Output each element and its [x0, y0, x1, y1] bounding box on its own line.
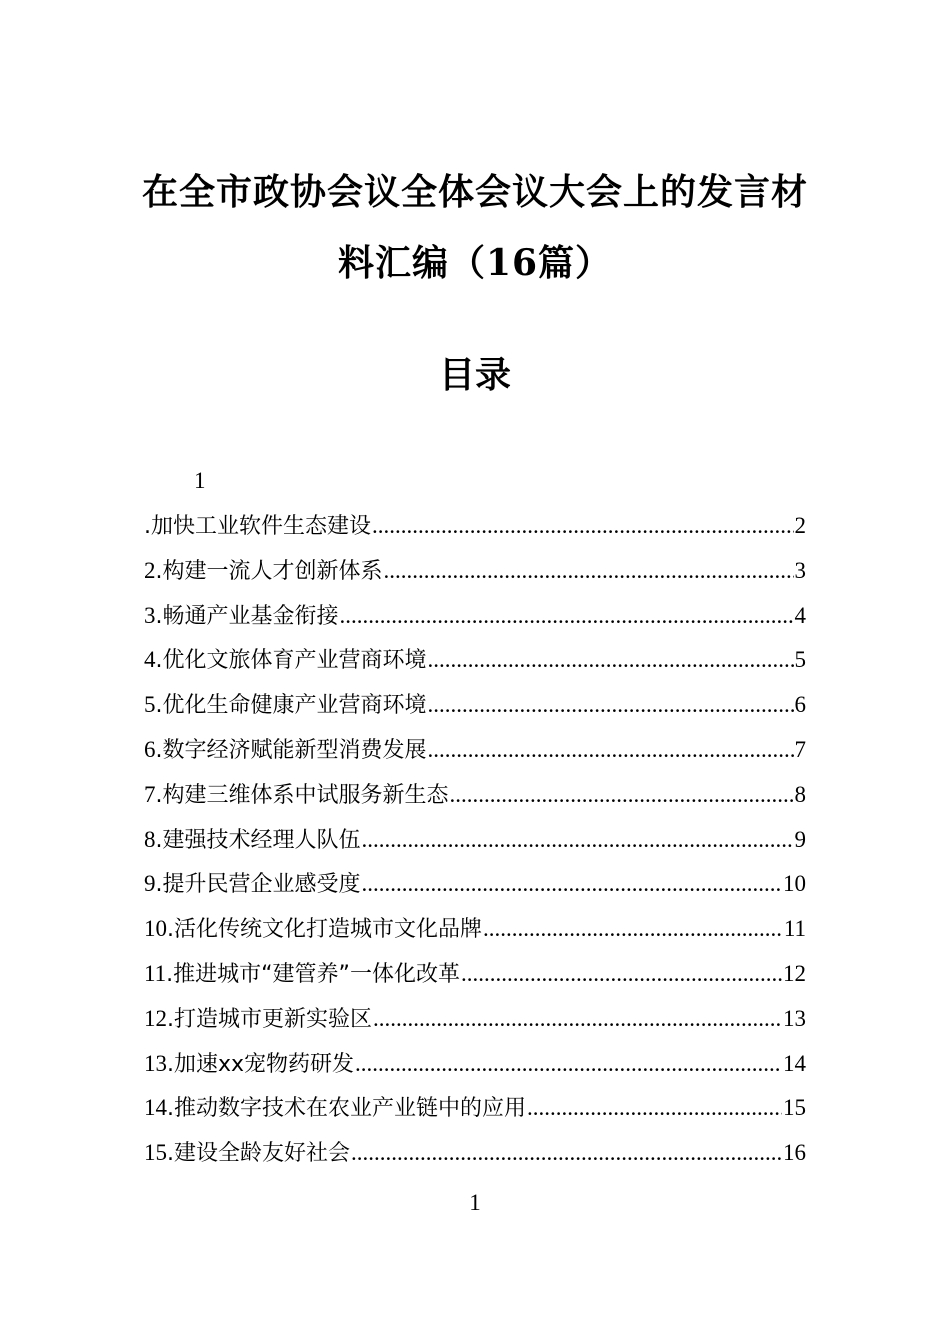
toc-entry-number: 8 — [144, 826, 156, 852]
toc-entry-title: .优化生命健康产业营商环境 — [155, 693, 427, 719]
toc-entry-title: .构建三维体系中试服务新生态 — [155, 782, 449, 808]
toc-entry-title: .活化传统文化打造城市文化品牌 — [167, 917, 482, 943]
toc-entry-number: 3 — [144, 602, 156, 628]
toc-dot-leader — [428, 732, 794, 768]
document-title-line-1: 在全市政协会议全体会议大会上的发言材 — [141, 171, 808, 213]
toc-dot-leader — [450, 777, 794, 813]
toc-entry[interactable] — [144, 1090, 806, 1135]
toc-dot-leader — [373, 1001, 782, 1037]
toc-entry-number: 4 — [144, 647, 156, 673]
toc-dot-leader — [372, 508, 794, 544]
toc-entry-title: .建设全龄友好社会 — [167, 1141, 350, 1167]
toc-entry-page: 14 — [783, 1050, 806, 1076]
toc-entry-page: 13 — [783, 1005, 806, 1031]
page-number: 1 — [469, 1190, 481, 1215]
toc-entry-page: 7 — [794, 736, 806, 762]
toc-dot-leader — [527, 1090, 782, 1126]
toc-entry[interactable] — [144, 822, 806, 867]
toc-dot-leader — [428, 687, 794, 723]
toc-entry-page: 2 — [794, 513, 806, 538]
toc-dot-leader — [340, 598, 794, 634]
toc-heading: 目录 — [438, 354, 511, 396]
toc-entry-title: .加速xx宠物药研发 — [167, 1051, 355, 1077]
toc-entry[interactable] — [144, 777, 806, 822]
toc-entry[interactable] — [144, 553, 806, 598]
toc-entry-number: 11 — [144, 960, 167, 986]
document-title-line-2: 料汇编（16篇） — [337, 242, 613, 284]
toc-entry-title: .优化文旅体育产业营商环境 — [155, 648, 427, 674]
toc-entry-title: .推动数字技术在农业产业链中的应用 — [167, 1096, 526, 1122]
toc-entry-page: 12 — [783, 960, 806, 986]
toc-entry-page: 16 — [783, 1140, 806, 1166]
toc-entry[interactable] — [144, 642, 806, 687]
toc-dot-leader — [362, 822, 794, 858]
toc-entry-number: 7 — [144, 781, 156, 807]
toc-entry-title: .推进城市“建管养”一体化改革 — [166, 961, 460, 987]
toc-entry-page: 11 — [783, 916, 806, 942]
toc-dot-leader — [384, 553, 794, 589]
table-of-contents — [144, 508, 806, 1180]
toc-entry-title: .加快工业软件生态建设 — [144, 514, 371, 539]
toc-entry-title: .建强技术经理人队伍 — [155, 827, 361, 853]
toc-entry-page: 6 — [794, 692, 806, 718]
toc-dot-leader — [362, 866, 783, 902]
toc-entry[interactable] — [144, 866, 806, 911]
toc-entry-number: 13 — [144, 1050, 167, 1076]
toc-entry-number: 15 — [144, 1140, 167, 1166]
toc-entry-number: 12 — [144, 1005, 167, 1031]
toc-entry[interactable] — [144, 956, 806, 1001]
toc-entry[interactable] — [144, 687, 806, 732]
toc-entry-title: .提升民营企业感受度 — [155, 872, 361, 898]
toc-entry[interactable] — [144, 598, 806, 643]
toc-dot-leader — [355, 1046, 782, 1082]
toc-entry-page: 10 — [783, 871, 806, 897]
toc-entry-title: .打造城市更新实验区 — [167, 1006, 372, 1032]
toc-orphan-number: 1 — [194, 468, 206, 493]
toc-entry-page: 5 — [794, 647, 806, 673]
toc-entry-page: 9 — [794, 826, 806, 852]
toc-entry[interactable] — [144, 1001, 806, 1046]
toc-entry-number: 2 — [144, 557, 156, 583]
toc-dot-leader — [428, 642, 794, 678]
toc-entry-title: .构建一流人才创新体系 — [155, 558, 383, 584]
toc-entry-title: .畅通产业基金衔接 — [155, 603, 339, 629]
toc-entry[interactable] — [144, 1046, 806, 1091]
toc-dot-leader — [461, 956, 782, 992]
toc-entry-page: 8 — [794, 781, 806, 807]
toc-entry-number: 5 — [144, 692, 156, 718]
toc-entry-page: 15 — [783, 1095, 806, 1121]
toc-entry[interactable] — [144, 911, 806, 956]
toc-entry-number: 9 — [144, 871, 156, 897]
toc-dot-leader — [483, 911, 783, 947]
toc-entry-title: .数字经济赋能新型消费发展 — [155, 737, 427, 763]
toc-entry-number: 10 — [144, 916, 167, 942]
toc-entry[interactable] — [144, 1135, 806, 1180]
toc-entry-page: 3 — [794, 557, 806, 583]
toc-entry-number: 6 — [144, 736, 156, 762]
toc-entry[interactable] — [144, 732, 806, 777]
toc-entry[interactable] — [144, 508, 806, 553]
toc-entry-number: 14 — [144, 1095, 167, 1121]
toc-entry-page: 4 — [794, 602, 806, 628]
toc-dot-leader — [351, 1135, 782, 1171]
